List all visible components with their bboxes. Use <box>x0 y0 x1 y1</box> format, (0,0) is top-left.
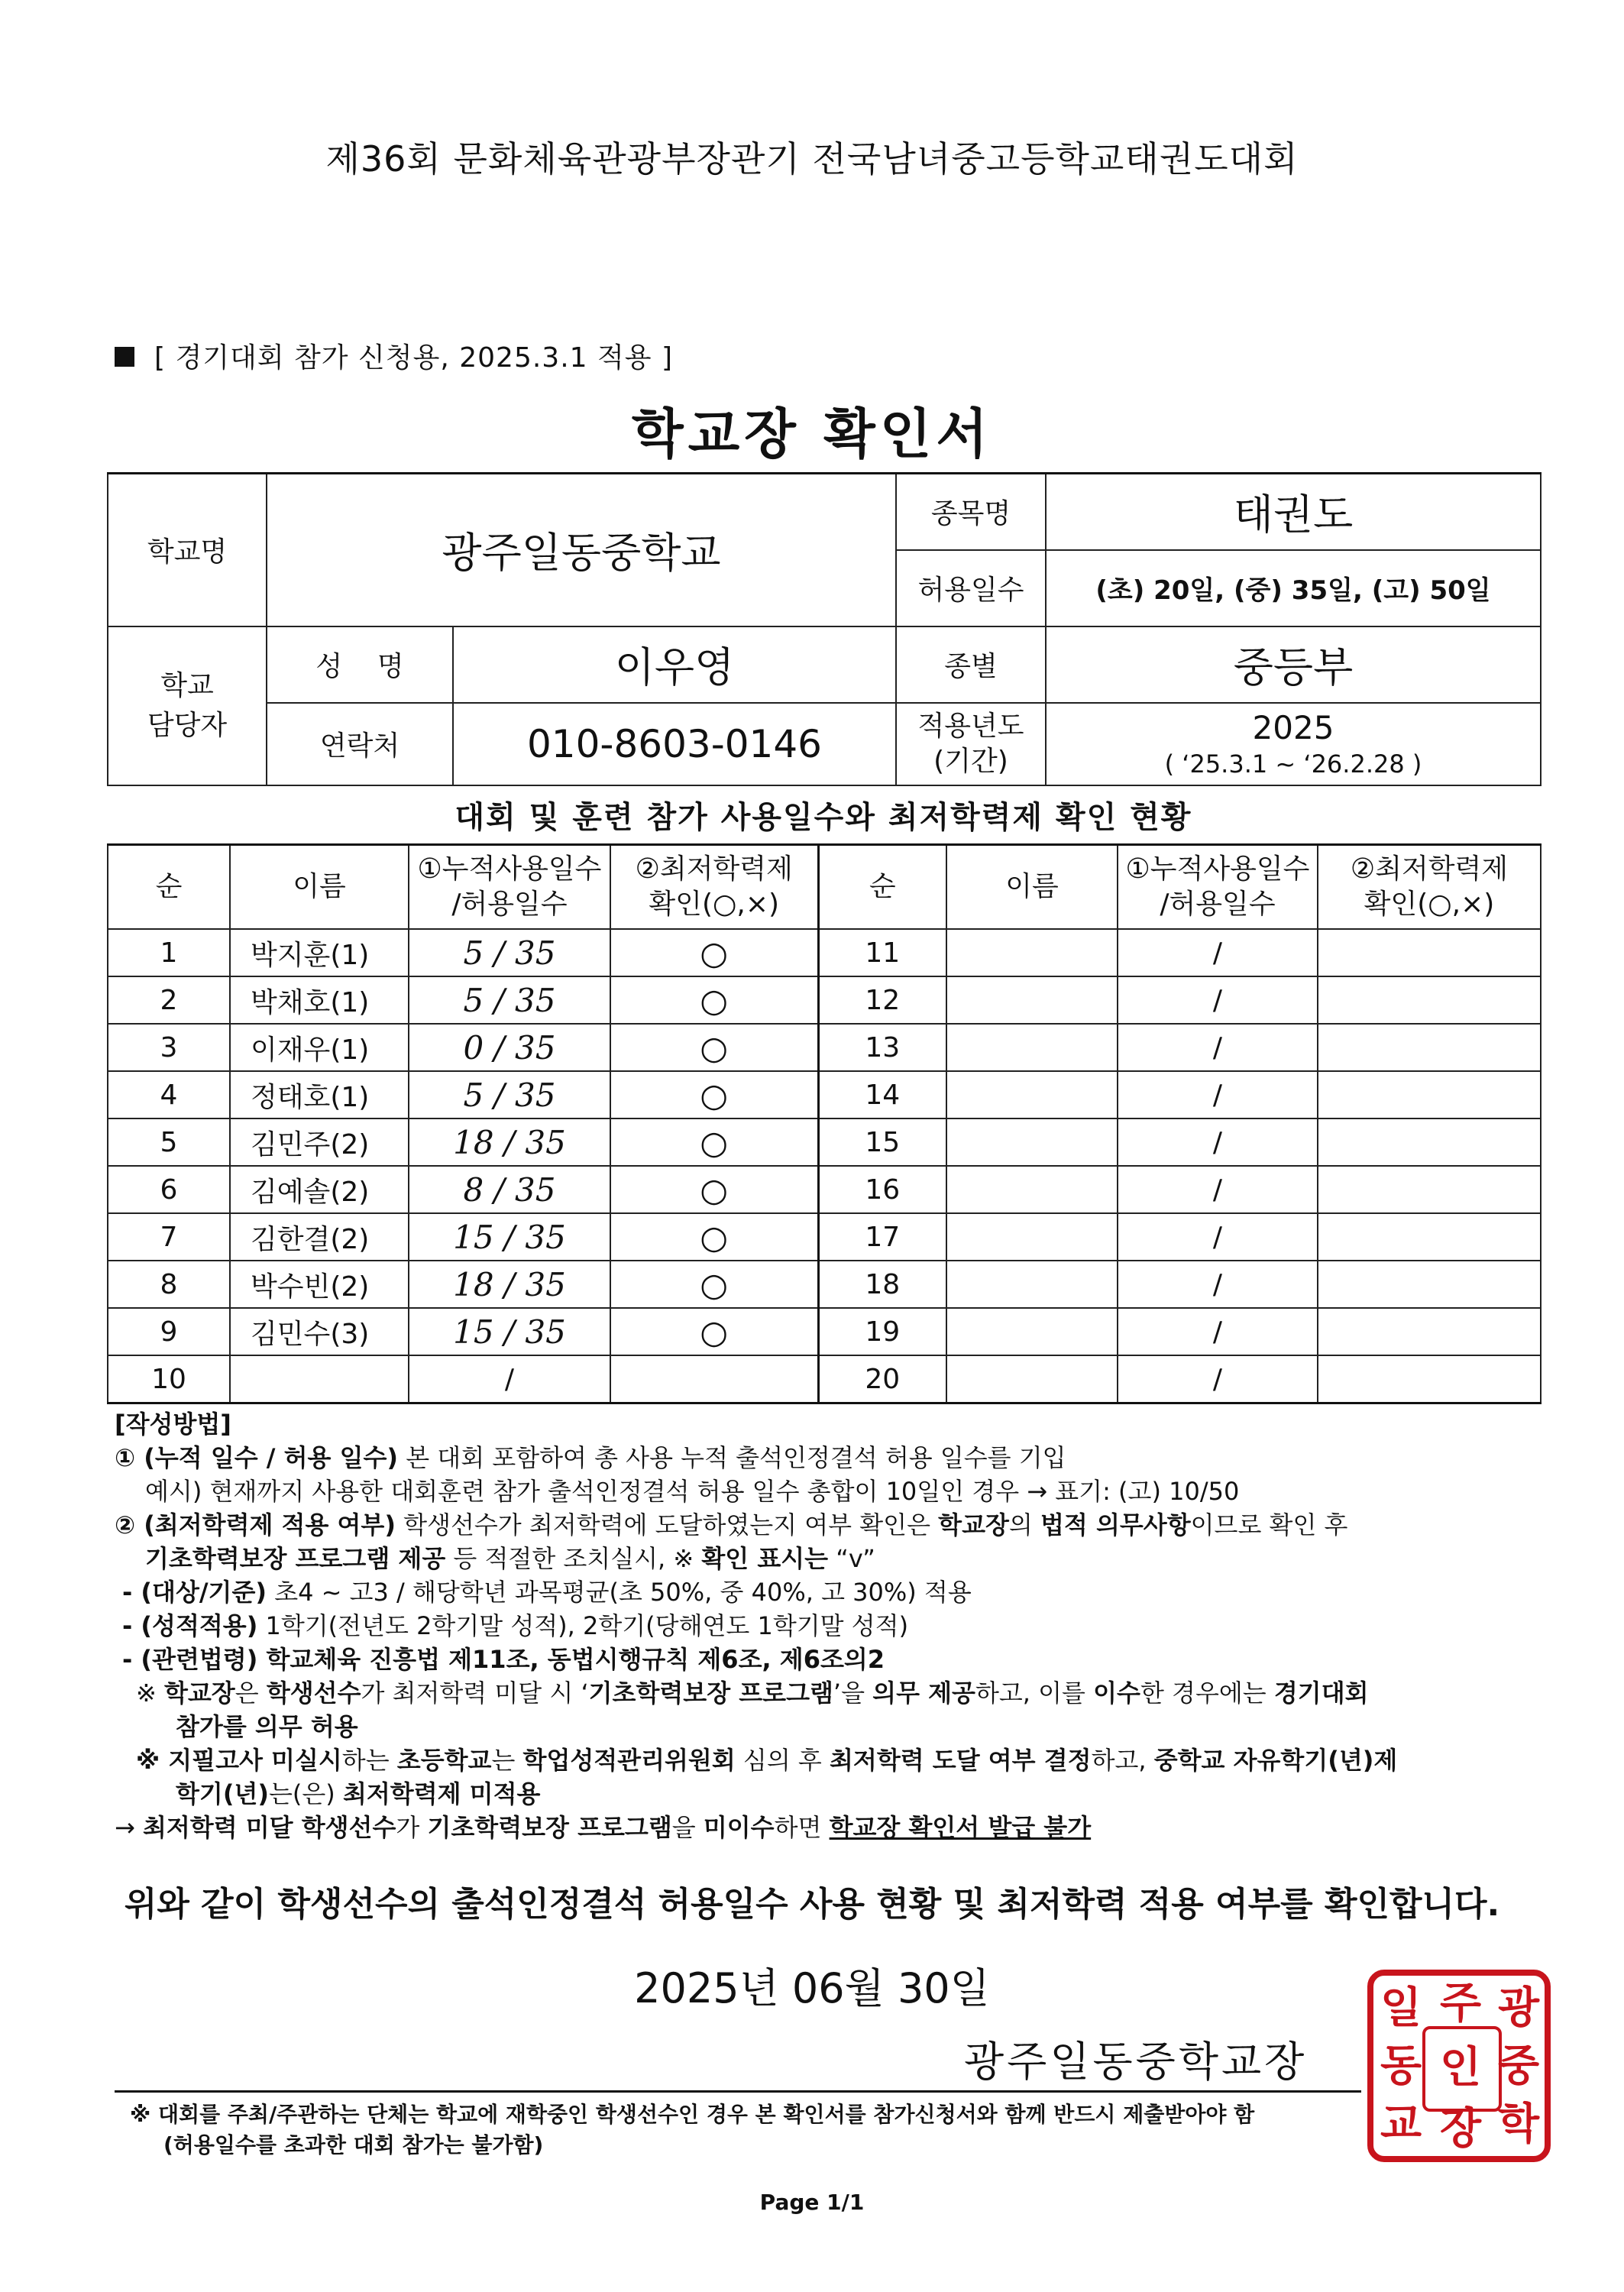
seal-char: 광 <box>1497 1983 1540 2033</box>
header-no-right: 순 <box>818 845 946 930</box>
form-note-text: [ 경기대회 참가 신청용, 2025.3.1 적용 ] <box>154 342 674 374</box>
row-no: 8 <box>108 1261 230 1308</box>
method-line-12-g: 하면 <box>774 1813 830 1842</box>
row-name <box>946 929 1118 976</box>
contact-label: 연락처 <box>267 703 453 785</box>
year-cell <box>1046 703 1541 785</box>
method-line-3-key: ② (최저학력제 적용 여부) <box>115 1510 396 1539</box>
method-line-4-b: 등 적절한 조치실시, ※ <box>445 1544 702 1573</box>
footnote-divider <box>115 2090 1361 2093</box>
row-name: 김예솔(2) <box>230 1166 409 1213</box>
row-check: ○ <box>610 1166 818 1213</box>
school-name-label: 학교명 <box>108 474 267 626</box>
table-row <box>108 1071 1541 1118</box>
row-name: 김민주(2) <box>230 1118 409 1166</box>
school-info-table <box>107 472 1542 786</box>
page-number: Page 1/1 <box>759 2190 865 2215</box>
method-line-10-b: 하는 <box>341 1746 397 1775</box>
seal-char: 중 <box>1497 2041 1540 2091</box>
method-line-8-l: 경기대회 <box>1273 1679 1369 1708</box>
table-row <box>108 1308 1541 1355</box>
writing-method <box>115 1407 1535 1844</box>
square-bullet-icon <box>115 347 134 367</box>
sport-label: 종목명 <box>896 474 1046 550</box>
method-line-8-c: 은 <box>235 1679 267 1708</box>
seal-char: 학 <box>1497 2099 1540 2149</box>
row-no: 7 <box>108 1213 230 1261</box>
year-value: 2025 <box>1252 709 1334 746</box>
header-check-right: ②최저학력제 확인(○,×) <box>1318 845 1541 930</box>
method-line-10-f: 심의 후 <box>735 1746 830 1775</box>
method-line-4-c: 확인 표시는 <box>701 1544 829 1573</box>
section-title: 대회 및 훈련 참가 사용일수와 최저학력제 확인 현황 <box>455 800 1192 835</box>
division-label: 종별 <box>896 626 1046 703</box>
footnote <box>130 2099 1383 2161</box>
method-line-10-i: 중학교 자유학기(년)제 <box>1153 1746 1398 1775</box>
table-row <box>108 1118 1541 1166</box>
row-no: 9 <box>108 1308 230 1355</box>
confirmation-statement: 위와 같이 학생선수의 출석인정결석 허용일수 사용 현황 및 최저학력 적용 여부를 확인합니다. <box>124 1885 1500 1924</box>
row-name: 정태호(1) <box>230 1071 409 1118</box>
row-check <box>1318 929 1541 976</box>
row-name <box>946 1166 1118 1213</box>
row-no: 3 <box>108 1024 230 1071</box>
method-line-11-c: 최저학력제 미적용 <box>342 1779 541 1808</box>
row-name <box>946 1118 1118 1166</box>
method-line-10-e: 학업성적관리위원회 <box>522 1746 736 1775</box>
row-no: 14 <box>818 1071 946 1118</box>
method-line-8-d: 학생선수 <box>266 1679 361 1708</box>
method-line-12-c: 가 <box>396 1813 428 1842</box>
year-label: 적용년도 (기간) <box>896 703 1046 785</box>
table-row <box>108 976 1541 1024</box>
row-name: 김민수(3) <box>230 1308 409 1355</box>
row-check: ○ <box>610 976 818 1024</box>
seal-char: 동 <box>1380 2041 1422 2091</box>
row-no: 17 <box>818 1213 946 1261</box>
row-days: 18 / 35 <box>409 1118 610 1166</box>
method-line-9: 참가를 의무 허용 <box>176 1712 358 1741</box>
seal-char: 교 <box>1380 2099 1422 2149</box>
method-line-8-i: 하고, 이를 <box>975 1679 1094 1708</box>
table-row <box>108 1261 1541 1308</box>
row-days: / <box>1118 1071 1318 1118</box>
method-line-10-h: 하고, <box>1091 1746 1154 1775</box>
row-check <box>1318 976 1541 1024</box>
header-no: 순 <box>108 845 230 930</box>
method-line-12-a: → <box>115 1813 143 1842</box>
row-days: 15 / 35 <box>409 1213 610 1261</box>
row-days: 15 / 35 <box>409 1308 610 1355</box>
row-days: 5 / 35 <box>409 929 610 976</box>
staff-name-label: 성 명 <box>267 626 453 703</box>
method-line-10-a: ※ 지필고사 미실시 <box>136 1746 342 1775</box>
row-no: 20 <box>818 1355 946 1403</box>
staff-label: 학교 담당자 <box>108 626 267 785</box>
row-check: ○ <box>610 1024 818 1071</box>
row-check: ○ <box>610 929 818 976</box>
row-no: 13 <box>818 1024 946 1071</box>
row-check <box>1318 1308 1541 1355</box>
method-line-10-d: 는 <box>491 1746 523 1775</box>
row-no: 10 <box>108 1355 230 1403</box>
header-name: 이름 <box>230 845 409 930</box>
row-days: 5 / 35 <box>409 976 610 1024</box>
row-days: / <box>1118 976 1318 1024</box>
row-days: 0 / 35 <box>409 1024 610 1071</box>
row-check <box>1318 1118 1541 1166</box>
row-check: ○ <box>610 1118 818 1166</box>
row-check: ○ <box>610 1261 818 1308</box>
method-line-8-g: ’을 <box>833 1679 873 1708</box>
table-row <box>108 1213 1541 1261</box>
method-line-11-a: 학기(년) <box>176 1779 269 1808</box>
row-no: 18 <box>818 1261 946 1308</box>
row-name <box>946 1071 1118 1118</box>
row-days: / <box>409 1355 610 1403</box>
method-line-12-e: 을 <box>671 1813 704 1842</box>
method-line-5-key: - (대상/기준) <box>122 1578 267 1607</box>
method-line-8-e: 가 최저학력 미달 시 ‘ <box>361 1679 589 1708</box>
method-line-8-f: 기초학력보장 프로그램 <box>588 1679 833 1708</box>
row-name: 박채호(1) <box>230 976 409 1024</box>
row-days: / <box>1118 1213 1318 1261</box>
header-check: ②최저학력제 확인(○,×) <box>610 845 818 930</box>
method-line-7: - (관련법령) 학교체육 진흥법 제11조, 동법시행규칙 제6조, 제6조의2 <box>122 1645 885 1674</box>
year-period: ( ‘25.3.1 ~ ‘26.2.28 ) <box>1164 749 1422 779</box>
seal-char: 인 <box>1439 2042 1482 2093</box>
seal-char: 장 <box>1439 2103 1482 2154</box>
row-days: / <box>1118 1024 1318 1071</box>
row-days: / <box>1118 1118 1318 1166</box>
row-check <box>1318 1261 1541 1308</box>
row-name: 이재우(1) <box>230 1024 409 1071</box>
seal-inner-frame <box>1422 2026 1502 2112</box>
row-name: 박수빈(2) <box>230 1261 409 1308</box>
row-no: 4 <box>108 1071 230 1118</box>
row-days: 18 / 35 <box>409 1261 610 1308</box>
method-line-3-c: 의 <box>1008 1510 1041 1539</box>
header-name-right: 이름 <box>946 845 1118 930</box>
seal-char: 일 <box>1380 1983 1422 2033</box>
document-title: 학교장 확인서 <box>631 403 993 465</box>
method-title: [작성방법] <box>115 1410 231 1439</box>
row-name: 박지훈(1) <box>230 929 409 976</box>
row-no: 12 <box>818 976 946 1024</box>
row-name <box>946 1213 1118 1261</box>
school-name-value: 광주일동중학교 <box>267 474 896 626</box>
row-days: 8 / 35 <box>409 1166 610 1213</box>
method-line-8-b: 학교장 <box>163 1679 235 1708</box>
row-check <box>1318 1071 1541 1118</box>
method-line-8-h: 의무 제공 <box>872 1679 975 1708</box>
row-check <box>610 1355 818 1403</box>
allowed-days-label: 허용일수 <box>896 550 1046 626</box>
row-name <box>230 1355 409 1403</box>
method-line-3-d: 법적 의무사항 <box>1040 1510 1191 1539</box>
contact-value: 010-8603-0146 <box>453 703 896 785</box>
seal-char: 주 <box>1439 1978 1482 2028</box>
row-no: 15 <box>818 1118 946 1166</box>
method-line-5: 초4 ~ 고3 / 해당학년 과목평균(초 50%, 중 40%, 고 30%) 적용 <box>267 1578 972 1607</box>
row-days: / <box>1118 1355 1318 1403</box>
row-no: 16 <box>818 1166 946 1213</box>
method-line-6: 1학기(전년도 2학기말 성적), 2학기(당해연도 1학기말 성적) <box>257 1611 909 1640</box>
method-line-12-d: 기초학력보장 프로그램 <box>427 1813 672 1842</box>
row-check <box>1318 1024 1541 1071</box>
row-check: ○ <box>610 1213 818 1261</box>
row-days: 5 / 35 <box>409 1071 610 1118</box>
issue-date: 2025년 06월 30일 <box>634 1964 990 2012</box>
method-line-4-a: 기초학력보장 프로그램 제공 <box>145 1544 446 1573</box>
allowed-days-value: (초) 20일, (중) 35일, (고) 50일 <box>1046 550 1541 626</box>
footnote-line-2: (허용일수를 초과한 대회 참가는 불가함) <box>163 2132 544 2158</box>
method-line-8-a: ※ <box>136 1679 164 1708</box>
row-days: / <box>1118 1261 1318 1308</box>
method-line-4-d: “v” <box>828 1544 875 1573</box>
method-line-12-b: 최저학력 미달 학생선수 <box>142 1813 396 1842</box>
row-no: 6 <box>108 1166 230 1213</box>
table-row <box>108 929 1541 976</box>
principal-signature: 광주일동중학교장 <box>964 2038 1308 2086</box>
staff-name-value: 이우영 <box>453 626 896 703</box>
form-note <box>115 336 673 375</box>
method-line-11-b: 는(은) <box>269 1779 343 1808</box>
row-name <box>946 976 1118 1024</box>
row-no: 5 <box>108 1118 230 1166</box>
method-line-10-c: 초등학교 <box>396 1746 492 1775</box>
table-row <box>108 1166 1541 1213</box>
row-name <box>946 1308 1118 1355</box>
sport-value: 태권도 <box>1046 474 1541 550</box>
event-title: 제36회 문화체육관광부장관기 전국남녀중고등학교태권도대회 <box>325 138 1299 180</box>
row-no: 1 <box>108 929 230 976</box>
method-line-12-f: 미이수 <box>703 1813 775 1842</box>
table-row <box>108 1355 1541 1403</box>
method-line-1-key: ① (누적 일수 / 허용 일수) <box>115 1443 399 1472</box>
method-line-1: 본 대회 포함하여 총 사용 누적 출석인정결석 허용 일수를 기입 <box>398 1443 1066 1472</box>
division-value: 중등부 <box>1046 626 1541 703</box>
header-days-right: ①누적사용일수 /허용일수 <box>1118 845 1318 930</box>
table-row <box>108 1024 1541 1071</box>
method-line-3-e: 이므로 확인 후 <box>1190 1510 1348 1539</box>
school-seal-stamp <box>1367 1970 1551 2162</box>
row-name <box>946 1024 1118 1071</box>
header-days: ①누적사용일수 /허용일수 <box>409 845 610 930</box>
row-check <box>1318 1355 1541 1403</box>
row-name <box>946 1261 1118 1308</box>
method-line-12-h: 학교장 확인서 발급 불가 <box>829 1813 1092 1842</box>
row-check: ○ <box>610 1071 818 1118</box>
method-line-2: 예시) 현재까지 사용한 대회훈련 참가 출석인정결석 허용 일수 총합이 10일인 경우 → 표기: (고) 10/50 <box>145 1477 1240 1506</box>
method-line-3-b: 학교장 <box>938 1510 1009 1539</box>
method-line-10-g: 최저학력 도달 여부 결정 <box>830 1746 1092 1775</box>
row-check <box>1318 1166 1541 1213</box>
row-name: 김한결(2) <box>230 1213 409 1261</box>
row-name <box>946 1355 1118 1403</box>
row-check: ○ <box>610 1308 818 1355</box>
method-line-3-a: 학생선수가 최저학력에 도달하였는지 여부 확인은 <box>395 1510 939 1539</box>
row-days: / <box>1118 1308 1318 1355</box>
row-no: 11 <box>818 929 946 976</box>
row-no: 19 <box>818 1308 946 1355</box>
method-line-8-k: 한 경우에는 <box>1140 1679 1274 1708</box>
row-no: 2 <box>108 976 230 1024</box>
row-days: / <box>1118 1166 1318 1213</box>
row-check <box>1318 1213 1541 1261</box>
method-line-6-key: - (성적적용) <box>122 1611 258 1640</box>
footnote-line-1: ※ 대회를 주최/주관하는 단체는 학교에 재학중인 학생선수인 경우 본 확인서를 참가신청서와 함께 반드시 제출받아야 함 <box>130 2102 1255 2127</box>
method-line-8-j: 이수 <box>1093 1679 1140 1708</box>
roster-header-row <box>108 845 1541 930</box>
roster-table <box>107 843 1542 1404</box>
row-days: / <box>1118 929 1318 976</box>
